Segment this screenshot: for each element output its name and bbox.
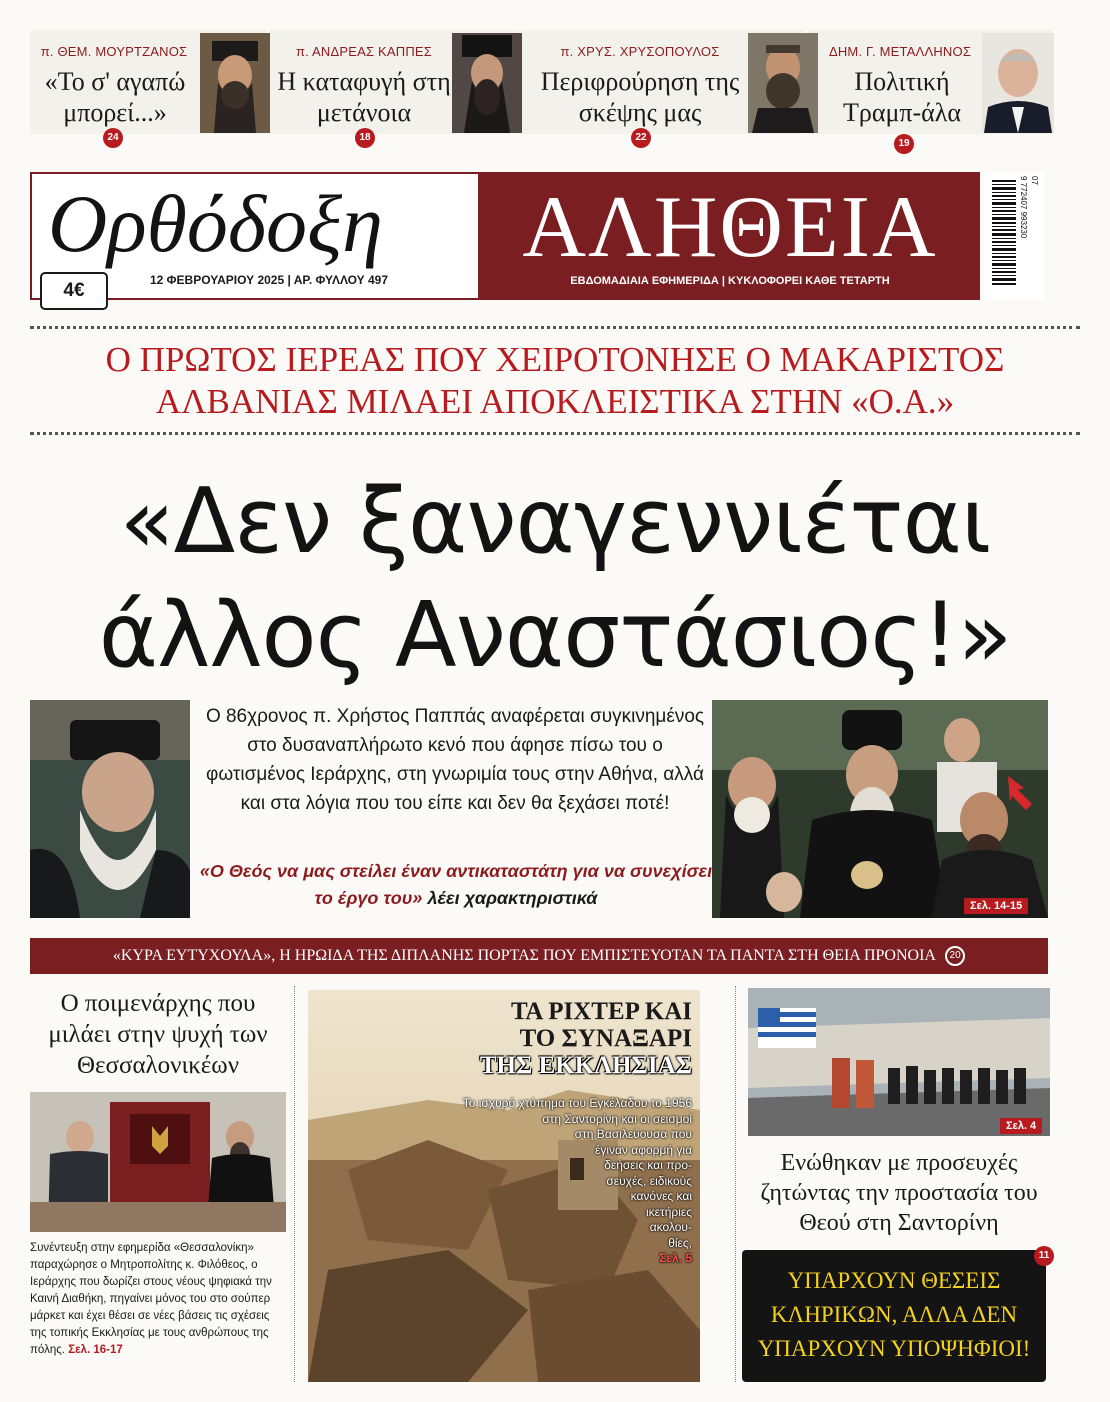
notice-box-text: ΥΠΑΡΧΟΥΝ ΘΕΣΕΙΣ ΚΛΗΡΙΚΩΝ, ΑΛΛΑ ΔΕΝ ΥΠΑΡΧΟΥΝ ΥΠΟΨΗΦΙΟΙ! (757, 1268, 1031, 1361)
page-badge: 19 (894, 134, 914, 154)
column-divider (294, 986, 295, 1382)
page-badge: 22 (631, 128, 651, 148)
author-photo (200, 33, 270, 133)
masthead-title-script: Ορθόδοξη (48, 178, 383, 269)
procession-photo (748, 988, 1050, 1136)
kicker-line-1: Ο ΠΡΩΤΟΣ ΙΕΡΕΑΣ ΠΟΥ ΧΕΙΡΟΤΟΝΗΣΕ Ο ΜΑΚΑΡΙΣΤΟΣ (105, 340, 1005, 379)
notice-page-badge: 11 (1034, 1246, 1054, 1266)
left-story-text: Συνέντευξη στην εφημερίδα «Θεσσαλονίκη» παραχώρησε ο Μητροπολίτης κ. Φιλόθεος, ο Ιεράρχης που δωρίζει στους νέους ψηφιακά την Καινή Διαθήκη, πηγαίνει μόνος του στο σούπερ μάρκετ και έχει θέσει σε νέες βάσεις τις σχέσεις της τοπικής Εκκλησίας με τους ανθρώπους της πόλης. (30, 1242, 272, 1356)
center-title-line: ΤΑ ΡΙΧΤΕΡ ΚΑΙ (511, 998, 692, 1025)
page-badge: 24 (103, 128, 123, 148)
left-story-body (30, 1240, 286, 1359)
teaser-title[interactable]: Πολιτική Τραμπ-άλα (842, 67, 962, 127)
left-story-title[interactable]: Ο ποιμενάρχης που μιλάει στην ψυχή των Θεσσαλονικέων (48, 990, 268, 1079)
quote-attribution: λέει χαρακτηριστικά (427, 888, 598, 908)
body-line: δεήσεις και προ- (604, 1158, 692, 1172)
teaser-title[interactable]: Η καταφυγή στη μετάνοια (277, 67, 451, 127)
body-line: έγιναν αφορμή για (594, 1142, 692, 1157)
lead-text: Ο 86χρονος π. Χρήστος Παππάς αναφέρεται συγκινημένος στο δυσαναπλήρωτο κενό που άφησε πίσω του ο φωτισμένος Ιεράρχης, στη γνωριμία τους στην Αθήνα, αλλά και στα λόγια που του είπε και δεν θα ξεχάσει ποτέ! (205, 706, 705, 814)
barcode-issue: 07 (1029, 176, 1039, 185)
body-line: στη Βασιλεύουσα που (574, 1127, 692, 1141)
priest-portrait-photo (30, 700, 190, 918)
barcode-number: 9 772407 993230 (1019, 176, 1028, 239)
center-story-body (460, 1096, 692, 1267)
center-title-line: ΤΗΣ ΕΚΚΛΗΣΙΑΣ (479, 1052, 692, 1079)
author-photo (982, 33, 1054, 133)
right-story-title[interactable]: Ενώθηκαν με προσευχές ζητώντας την προστασία του Θεού στη Σαντορίνη (760, 1150, 1038, 1236)
teaser-author: π. ΧΡΥΣ. ΧΡΥΣΟΠΟΥΛΟΣ (560, 44, 720, 59)
teaser-author: π. ΑΝΔΡΕΑΣ ΚΑΠΠΕΣ (295, 44, 433, 59)
kicker-line-2: ΑΛΒΑΝΙΑΣ ΜΙΛΑΕΙ ΑΠΟΚΛΕΙΣΤΙΚΑ ΣΤΗΝ «Ο.Α.» (155, 382, 955, 421)
dotted-divider (30, 326, 1080, 330)
left-story-page: Σελ. 16-17 (68, 1344, 123, 1356)
interview-photo (30, 1092, 286, 1232)
column-divider (735, 986, 736, 1382)
body-line: σευχές, ειδικούς (606, 1173, 692, 1188)
lead-quote (196, 858, 716, 912)
right-photo-page-caption: Σελ. 4 (1000, 1118, 1042, 1134)
teaser-title[interactable]: «Το σ' αγαπώ μπορεί...» (44, 67, 186, 127)
archbishop-group-photo (712, 700, 1048, 918)
masthead-tagline: ΕΒΔΟΜΑΔΙΑΙΑ ΕΦΗΜΕΡΙΔΑ | ΚΥΚΛΟΦΟΡΕΙ ΚΑΘΕ ΤΕΤΑΡΤΗ (570, 275, 890, 287)
body-line: Το ισχυρό χτύπημα του Εγκέλαδου το 1956 (462, 1096, 692, 1110)
teaser-author: π. ΘΕΜ. ΜΟΥΡΤΖΑΝΟΣ (40, 44, 188, 59)
dotted-divider (30, 432, 1080, 436)
photo-page-caption: Σελ. 14-15 (964, 898, 1028, 914)
center-title-line: ΤΟ ΣΥΝΑΞΑΡΙ (519, 1025, 692, 1052)
author-photo (748, 33, 818, 133)
page-badge: 18 (355, 128, 375, 148)
price-badge: 4€ (40, 272, 108, 310)
body-line: στη Σαντορίνη και οι σεισμοί (542, 1111, 692, 1126)
issue-date: 12 ΦΕΒΡΟΥΑΡΙΟΥ 2025 | ΑΡ. ΦΥΛΛΟΥ 497 (150, 273, 389, 287)
headline-line-2: άλλος Αναστάσιος!» (98, 583, 1012, 688)
band-page-badge: 20 (945, 946, 965, 966)
body-line: ικετήριες (645, 1204, 692, 1219)
highlight-band[interactable] (30, 938, 1048, 974)
headline-line-1: «Δεν ξαναγεννιέται (119, 469, 991, 574)
center-story-title[interactable] (470, 998, 692, 1079)
center-story-page: Σελ. 5 (659, 1251, 692, 1265)
body-line: θίες, (668, 1235, 692, 1250)
barcode (984, 172, 1044, 300)
teaser-author: ΔΗΜ. Γ. ΜΕΤΑΛΛΗΝΟΣ (828, 44, 972, 59)
body-line: ακολου- (649, 1220, 692, 1234)
teaser-title[interactable]: Περιφρούρηση της σκέψης μας (540, 67, 740, 127)
notice-box[interactable] (742, 1250, 1046, 1382)
band-text: «ΚΥΡΑ ΕΥΤΥΧΟΥΛΑ», Η ΗΡΩΙΔΑ ΤΗΣ ΔΙΠΛΑΝΗΣ ΠΟΡΤΑΣ ΠΟΥ ΕΜΠΙΣΤΕΥΟΤΑΝ ΤΑ ΠΑΝΤΑ ΣΤΗ ΘΕΙΑ ΠΡΟΝΟΙΑ (112, 947, 936, 964)
quote-text: «Ο Θεός να μας στείλει έναν αντικαταστάτη για να συνεχίσει το έργο του» (199, 861, 713, 908)
author-photo (452, 33, 522, 133)
main-headline[interactable] (20, 465, 1090, 693)
body-line: κανόνες και (630, 1189, 692, 1203)
masthead-title-caps: ΑΛΗΘΕΙΑ (522, 179, 938, 276)
